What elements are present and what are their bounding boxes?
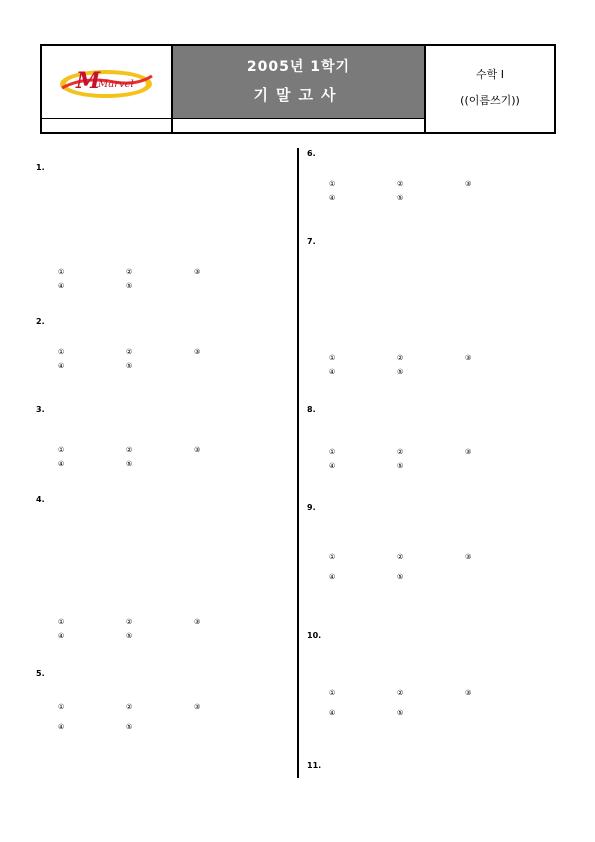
choice-5[interactable]: ⑤ (126, 460, 133, 468)
choice-4[interactable]: ④ (329, 573, 336, 581)
exam-title: 기말고사 (253, 86, 344, 104)
exam-semester: 2005년 1학기 (246, 59, 351, 75)
question-text (317, 416, 557, 442)
choices (329, 177, 557, 205)
choice-3[interactable]: ③ (194, 268, 201, 276)
choice-4[interactable]: ④ (329, 194, 336, 202)
choices (329, 683, 557, 723)
choice-5[interactable]: ⑤ (397, 462, 404, 470)
choice-2[interactable]: ② (126, 618, 133, 626)
title-footer (173, 118, 426, 134)
choice-4[interactable]: ④ (58, 460, 65, 468)
choice-3[interactable]: ③ (465, 180, 472, 188)
choice-2[interactable]: ② (126, 446, 133, 454)
choice-2[interactable]: ② (126, 348, 133, 356)
question-text (317, 642, 557, 680)
choice-4[interactable]: ④ (329, 368, 336, 376)
choices (329, 445, 557, 473)
choices (58, 697, 291, 737)
choice-3[interactable]: ③ (465, 354, 472, 362)
subject-cell (426, 46, 554, 132)
question-5 (36, 668, 291, 737)
choice-5[interactable]: ⑤ (126, 362, 133, 370)
svg-text:M: M (76, 68, 101, 94)
choice-2[interactable]: ② (397, 180, 404, 188)
question-8 (307, 404, 557, 473)
choice-5[interactable]: ⑤ (397, 368, 404, 376)
choice-3[interactable]: ③ (194, 618, 201, 626)
choices (58, 345, 291, 373)
question-number: 4. (36, 495, 45, 504)
choice-2[interactable]: ② (397, 354, 404, 362)
choices (329, 351, 557, 379)
question-text (46, 506, 291, 612)
title-cell (173, 46, 426, 118)
choice-5[interactable]: ⑤ (126, 282, 133, 290)
choice-1[interactable]: ① (58, 268, 65, 276)
choice-4[interactable]: ④ (58, 723, 65, 731)
marvel-logo (54, 54, 159, 110)
choice-2[interactable]: ② (397, 448, 404, 456)
choice-5[interactable]: ⑤ (126, 723, 133, 731)
question-7 (307, 236, 557, 379)
subject-name: 수학 I (476, 68, 504, 81)
question-text (317, 514, 557, 544)
choice-5[interactable]: ⑤ (397, 573, 404, 581)
question-1 (36, 162, 291, 293)
choice-1[interactable]: ① (58, 446, 65, 454)
choices (58, 265, 291, 293)
choice-3[interactable]: ③ (465, 553, 472, 561)
question-number: 6. (307, 149, 316, 158)
question-3 (36, 404, 291, 471)
question-text (46, 328, 291, 342)
choice-1[interactable]: ① (329, 448, 336, 456)
choice-4[interactable]: ④ (329, 462, 336, 470)
choice-1[interactable]: ① (329, 354, 336, 362)
choice-2[interactable]: ② (397, 689, 404, 697)
question-4 (36, 494, 291, 643)
choice-5[interactable]: ⑤ (397, 709, 404, 717)
choice-1[interactable]: ① (329, 553, 336, 561)
question-number: 3. (36, 405, 45, 414)
question-number: 11. (307, 761, 322, 770)
choice-3[interactable]: ③ (194, 348, 201, 356)
choices (329, 547, 557, 587)
exam-header (40, 44, 556, 134)
question-text (317, 248, 557, 348)
choice-3[interactable]: ③ (194, 446, 201, 454)
question-text (46, 680, 291, 694)
choices (58, 615, 291, 643)
question-text (46, 416, 291, 440)
question-number: 1. (36, 163, 45, 172)
choice-4[interactable]: ④ (58, 632, 65, 640)
choice-5[interactable]: ⑤ (126, 632, 133, 640)
question-10 (307, 630, 557, 723)
question-11 (307, 760, 557, 772)
question-6 (307, 148, 557, 205)
choice-1[interactable]: ① (58, 618, 65, 626)
question-number: 5. (36, 669, 45, 678)
choice-3[interactable]: ③ (194, 703, 201, 711)
choice-1[interactable]: ① (329, 689, 336, 697)
question-number: 7. (307, 237, 316, 246)
choice-4[interactable]: ④ (58, 282, 65, 290)
choice-2[interactable]: ② (397, 553, 404, 561)
choice-1[interactable]: ① (58, 703, 65, 711)
choice-4[interactable]: ④ (58, 362, 65, 370)
choice-1[interactable]: ① (329, 180, 336, 188)
choice-1[interactable]: ① (58, 348, 65, 356)
choice-3[interactable]: ③ (465, 689, 472, 697)
question-9 (307, 502, 557, 587)
logo-footer (42, 118, 173, 134)
left-column (36, 148, 291, 731)
question-number: 2. (36, 317, 45, 326)
choice-3[interactable]: ③ (465, 448, 472, 456)
choices (58, 443, 291, 471)
logo-cell (42, 46, 173, 118)
question-number: 10. (307, 631, 322, 640)
choice-2[interactable]: ② (126, 268, 133, 276)
question-2 (36, 316, 291, 373)
choice-5[interactable]: ⑤ (397, 194, 404, 202)
question-number: 9. (307, 503, 316, 512)
svg-text:Marvel: Marvel (98, 79, 134, 90)
question-text (46, 174, 291, 262)
choice-2[interactable]: ② (126, 703, 133, 711)
choice-4[interactable]: ④ (329, 709, 336, 717)
question-text (317, 160, 557, 174)
subject-name-paren: ((이름쓰기)) (460, 94, 520, 107)
question-number: 8. (307, 405, 316, 414)
column-divider (297, 148, 299, 778)
